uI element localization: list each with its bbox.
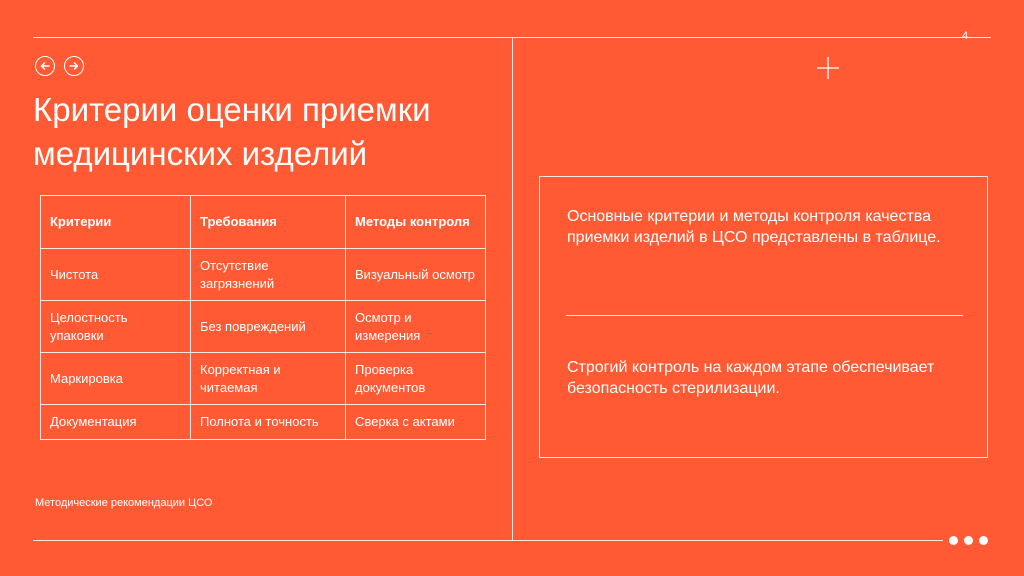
more-icon[interactable]	[949, 536, 988, 545]
plus-icon	[817, 57, 839, 79]
table-cell: Корректная и читаемая	[191, 353, 346, 405]
table-cell: Целостность упаковки	[41, 301, 191, 353]
info-paragraph-1: Основные критерии и методы контроля качества приемки изделий в ЦСО представлены в таблице.	[567, 208, 941, 246]
header-cell: Требования	[191, 196, 346, 249]
bottom-divider	[33, 540, 943, 541]
table-cell: Без повреждений	[191, 301, 346, 353]
arrow-right-icon	[68, 60, 80, 72]
dot-icon	[979, 536, 988, 545]
criteria-table	[40, 195, 486, 440]
table-row	[41, 249, 486, 301]
table-cell: Маркировка	[41, 353, 191, 405]
table-header-row	[41, 196, 486, 249]
back-button[interactable]	[35, 56, 55, 76]
page-number: 4	[961, 30, 969, 42]
source-note: Методические рекомендации ЦСО	[35, 497, 213, 509]
info-paragraph-2: Строгий контроль на каждом этапе обеспечивает безопасность стерилизации.	[567, 359, 935, 397]
table-cell: Полнота и точность	[191, 405, 346, 440]
header-cell: Методы контроля	[346, 196, 486, 249]
arrow-left-icon	[39, 60, 51, 72]
header-cell: Критерии	[41, 196, 191, 249]
dot-icon	[949, 536, 958, 545]
table-row	[41, 353, 486, 405]
table-cell: Отсутствие загрязнений	[191, 249, 346, 301]
forward-button[interactable]	[64, 56, 84, 76]
table-cell: Проверка документов	[346, 353, 486, 405]
table-cell: Визуальный осмотр	[346, 249, 486, 301]
table-cell: Документация	[41, 405, 191, 440]
table-cell: Осмотр и измерения	[346, 301, 486, 353]
vertical-divider	[512, 37, 513, 540]
info-divider	[566, 315, 963, 316]
table-row	[41, 405, 486, 440]
dot-icon	[964, 536, 973, 545]
table-row	[41, 301, 486, 353]
slide-title: Критерии оценки приемки медицинских изделий	[33, 91, 431, 172]
table-cell: Чистота	[41, 249, 191, 301]
table-cell: Сверка с актами	[346, 405, 486, 440]
